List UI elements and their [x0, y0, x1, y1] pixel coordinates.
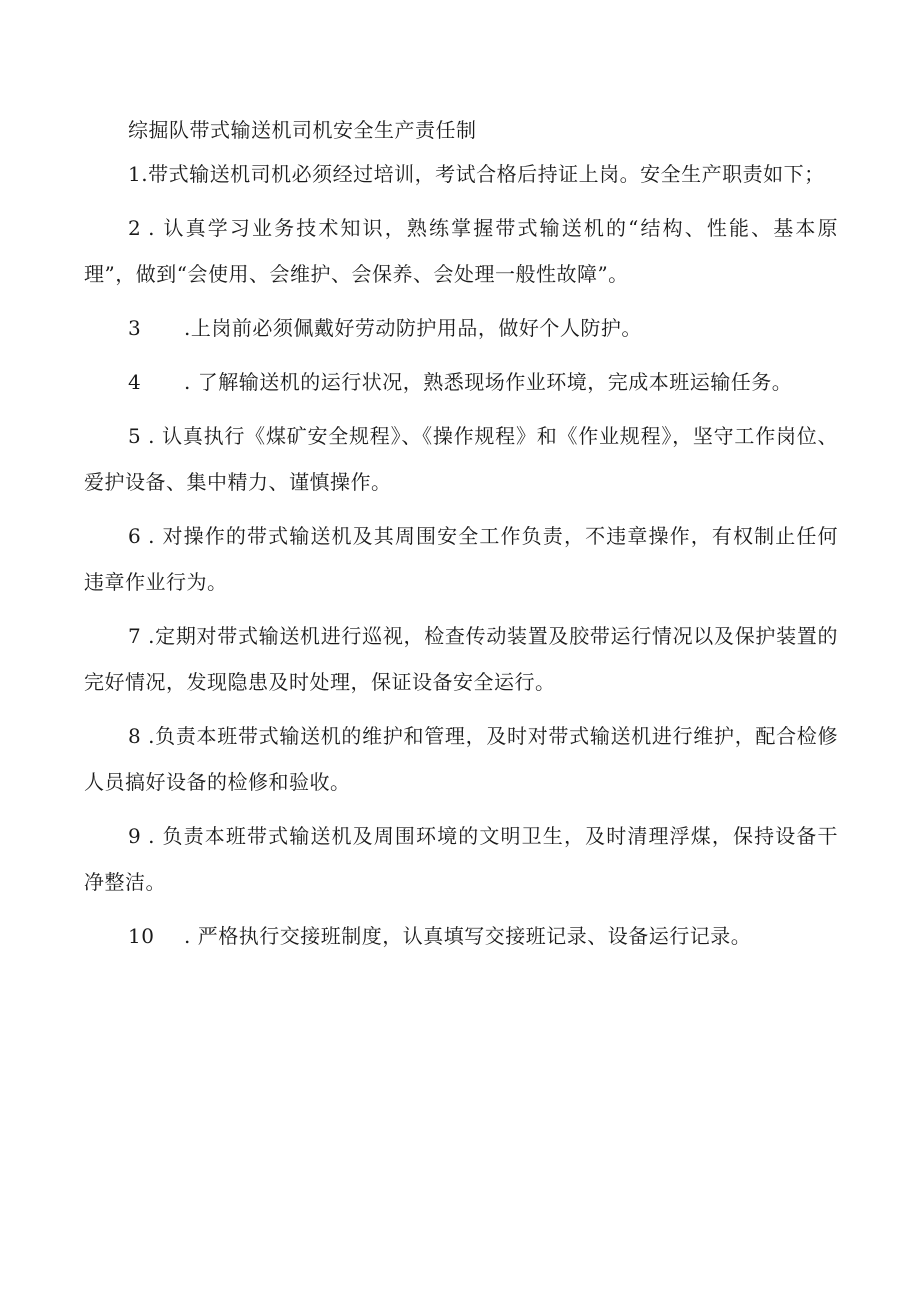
- clause-10: [84, 913, 838, 959]
- clause-text: 对操作的带式输送机及其周围安全工作负责，不违章操作，有权制止任何违章作业行为。: [84, 524, 839, 594]
- clause-3: [84, 305, 838, 351]
- clause-number: 5 .: [128, 424, 155, 448]
- clause-number: 7 .: [128, 624, 155, 648]
- clause-5: [84, 413, 838, 505]
- clause-number: 1.: [128, 162, 149, 186]
- clause-7: [84, 613, 838, 705]
- clause-1: [84, 151, 838, 197]
- clause-text: 带式输送机司机必须经过培训，考试合格后持证上岗。安全生产职责如下；: [148, 162, 825, 186]
- clause-number: 3: [128, 316, 142, 340]
- clause-number: 8 .: [128, 724, 155, 748]
- clause-6: [84, 513, 838, 605]
- clause-text: 认真执行《煤矿安全规程》、《操作规程》和《作业规程》，坚守工作岗位、爱护设备、集中精力、谨慎操作。: [84, 424, 839, 494]
- document-title: 综掘队带式输送机司机安全生产责任制: [128, 118, 477, 142]
- clause-text: 负责本班带式输送机的维护和管理，及时对带式输送机进行维护，配合检修人员搞好设备的检修和验收。: [84, 724, 838, 794]
- clause-text: . 严格执行交接班制度，认真填写交接班记录、设备运行记录。: [184, 924, 752, 948]
- clause-text: 负责本班带式输送机及周围环境的文明卫生，及时清理浮煤，保持设备干净整洁。: [84, 824, 839, 894]
- clause-text: .上岗前必须佩戴好劳动防护用品，做好个人防护。: [184, 316, 642, 340]
- clause-number: 9 .: [128, 824, 155, 848]
- clause-4: [84, 359, 838, 405]
- clause-2: [84, 205, 838, 297]
- clause-text: . 了解输送机的运行状况，熟悉现场作业环境，完成本班运输任务。: [184, 370, 793, 394]
- clause-8: [84, 713, 838, 805]
- clause-text: 认真学习业务技术知识，熟练掌握带式输送机的“结构、性能、基本原理”，做到“会使用、会维护、会保养、会处理一般性故障”。: [84, 216, 839, 286]
- clause-number: 6 .: [128, 524, 155, 548]
- clause-text: 定期对带式输送机进行巡视，检查传动装置及胶带运行情况以及保护装置的完好情况，发现隐患及时处理，保证设备安全运行。: [84, 624, 838, 694]
- clause-number: 10: [128, 924, 155, 948]
- clause-number: 4: [128, 370, 142, 394]
- clause-9: [84, 813, 838, 905]
- clause-number: 2 .: [128, 216, 155, 240]
